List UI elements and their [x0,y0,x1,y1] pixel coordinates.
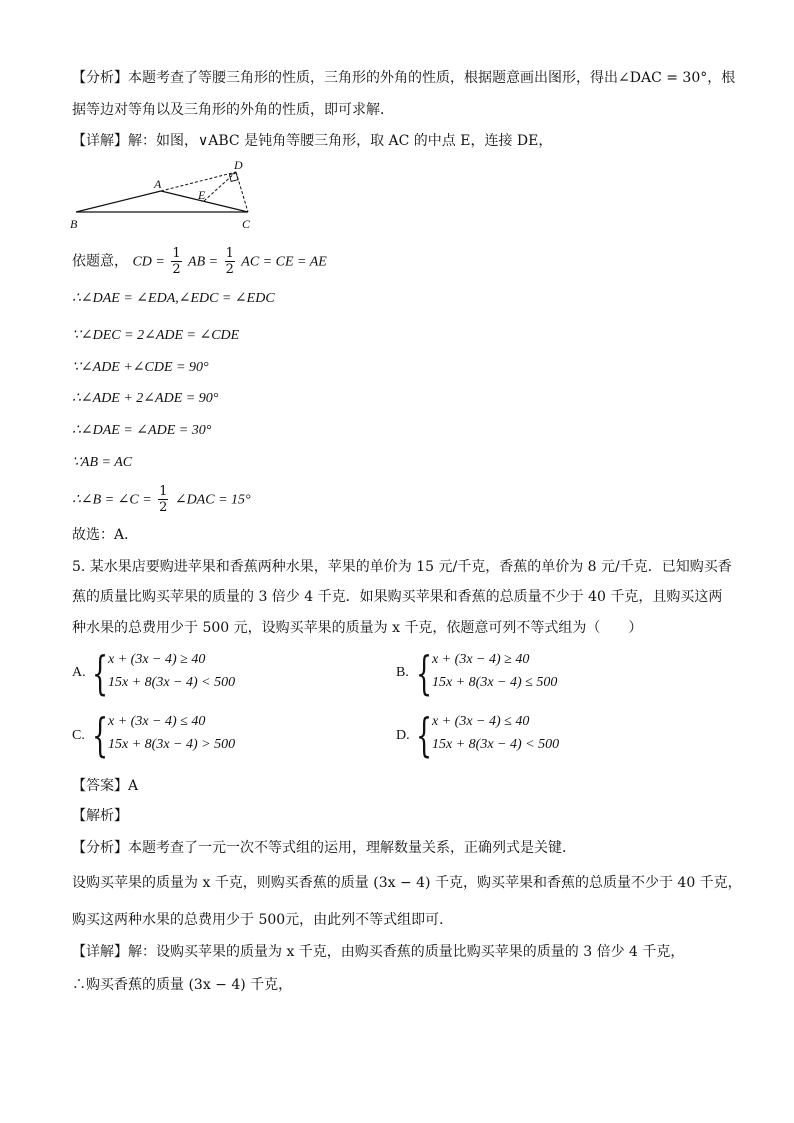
given-prefix: 依题意， [72,253,128,270]
detail-2-line-2: ∴购买香蕉的质量 (3x − 4) 千克， [72,977,293,993]
option-a-label: A. [72,665,86,680]
frac-den-3: 2 [159,500,168,515]
analysis-line-2: 据等边对等角以及三角形的外角的性质，即可求解． [72,102,394,118]
option-a-row1: x + (3x − 4) ≥ 40 [108,652,206,667]
frac-num-3: 1 [159,484,168,499]
brace-icon: { [92,646,109,700]
given-part-b: AB = [188,254,219,270]
brace-icon: { [416,708,433,762]
option-b-label: B. [396,665,409,680]
label-b: B [70,217,78,231]
step-5: ∴∠DAE = ∠ADE = 30° [72,423,212,438]
detail-intro: 【详解】解：如图，∨ABC 是钝角等腰三角形，取 AC 的中点 E，连接 DE， [72,133,553,149]
analysis-2-line-3: 购买这两种水果的总费用少于 500元，由此列不等式组即可． [72,912,454,928]
analysis-2-line-1: 【分析】本题考查了一元一次不等式组的运用，理解数量关系，正确列式是关键． [72,840,576,856]
step-2: ∵∠DEC = 2∠ADE = ∠CDE [72,328,240,343]
frac-num: 1 [172,246,181,261]
option-d-row2: 15x + 8(3x − 4) < 500 [432,737,560,752]
frac-num-2: 1 [225,246,234,261]
question-5-line-1: 5. 某水果店要购进苹果和香蕉两种水果，苹果的单价为 15 元/千克，香蕉的单价为 8 元/千克．已知购买香 [72,559,732,575]
fraction-half-3 [158,484,168,515]
step-7 [72,484,251,515]
choice-line: 故选：A． [72,527,139,543]
given-part-a: CD = [132,254,165,270]
step-6: ∵AB = AC [72,455,133,470]
option-a-system [92,646,292,700]
step-3: ∵∠ADE +∠CDE = 90° [72,360,209,375]
frac-den: 2 [172,262,181,277]
option-d-row1: x + (3x − 4) ≤ 40 [432,714,530,729]
step-4: ∴∠ADE + 2∠ADE = 90° [72,391,219,406]
label-a: A [154,177,162,191]
option-c-label: C. [72,728,85,743]
option-a-row2: 15x + 8(3x − 4) < 500 [108,675,236,690]
option-b-row1: x + (3x − 4) ≥ 40 [432,652,530,667]
detail-2-line-1: 【详解】解：设购买苹果的质量为 x 千克，由购买香蕉的质量比购买苹果的质量的 3 倍少 4 千克， [72,944,685,960]
option-d-label: D. [396,728,410,743]
step-7-b: ∠DAC = 15° [174,492,251,508]
label-c: C [242,217,251,231]
given-equation [72,246,327,277]
frac-den-2: 2 [225,262,234,277]
label-e: E [198,188,206,202]
option-c-row2: 15x + 8(3x − 4) > 500 [108,737,236,752]
option-d-system [416,708,616,762]
answer-line: 【答案】A [72,778,139,794]
label-d: D [234,158,243,172]
option-c-system [92,708,292,762]
triangle-figure [66,156,266,238]
question-5-line-2: 蕉的质量比购买苹果的质量的 3 倍少 4 千克．如果购买苹果和香蕉的总质量不少于 40 千克，且购买这两 [72,589,723,605]
option-b-system [416,646,616,700]
explanation-heading: 【解析】 [72,808,128,824]
step-7-a: ∴∠B = ∠C = [72,492,152,508]
option-b-row2: 15x + 8(3x − 4) ≤ 500 [432,675,558,690]
brace-icon: { [416,646,433,700]
given-part-c: AC = CE = AE [241,254,327,270]
analysis-2-line-2: 设购买苹果的质量为 x 千克，则购买香蕉的质量 (3x − 4) 千克，购买苹果和香蕉的总质量不少于 40 千克， [72,875,742,891]
step-1: ∴∠DAE = ∠EDA,∠EDC = ∠EDC [72,291,275,306]
question-5-line-3: 种水果的总费用少于 500 元，设购买苹果的质量为 x 千克，依题意可列不等式组为（ ） [72,620,643,636]
brace-icon: { [92,708,109,762]
fraction-half-2 [225,246,235,277]
fraction-half [171,246,181,277]
option-c-row1: x + (3x − 4) ≤ 40 [108,714,206,729]
analysis-line-1: 【分析】本题考查了等腰三角形的性质，三角形的外角的性质，根据题意画出图形，得出∠DAC = 30°，根 [72,70,736,86]
